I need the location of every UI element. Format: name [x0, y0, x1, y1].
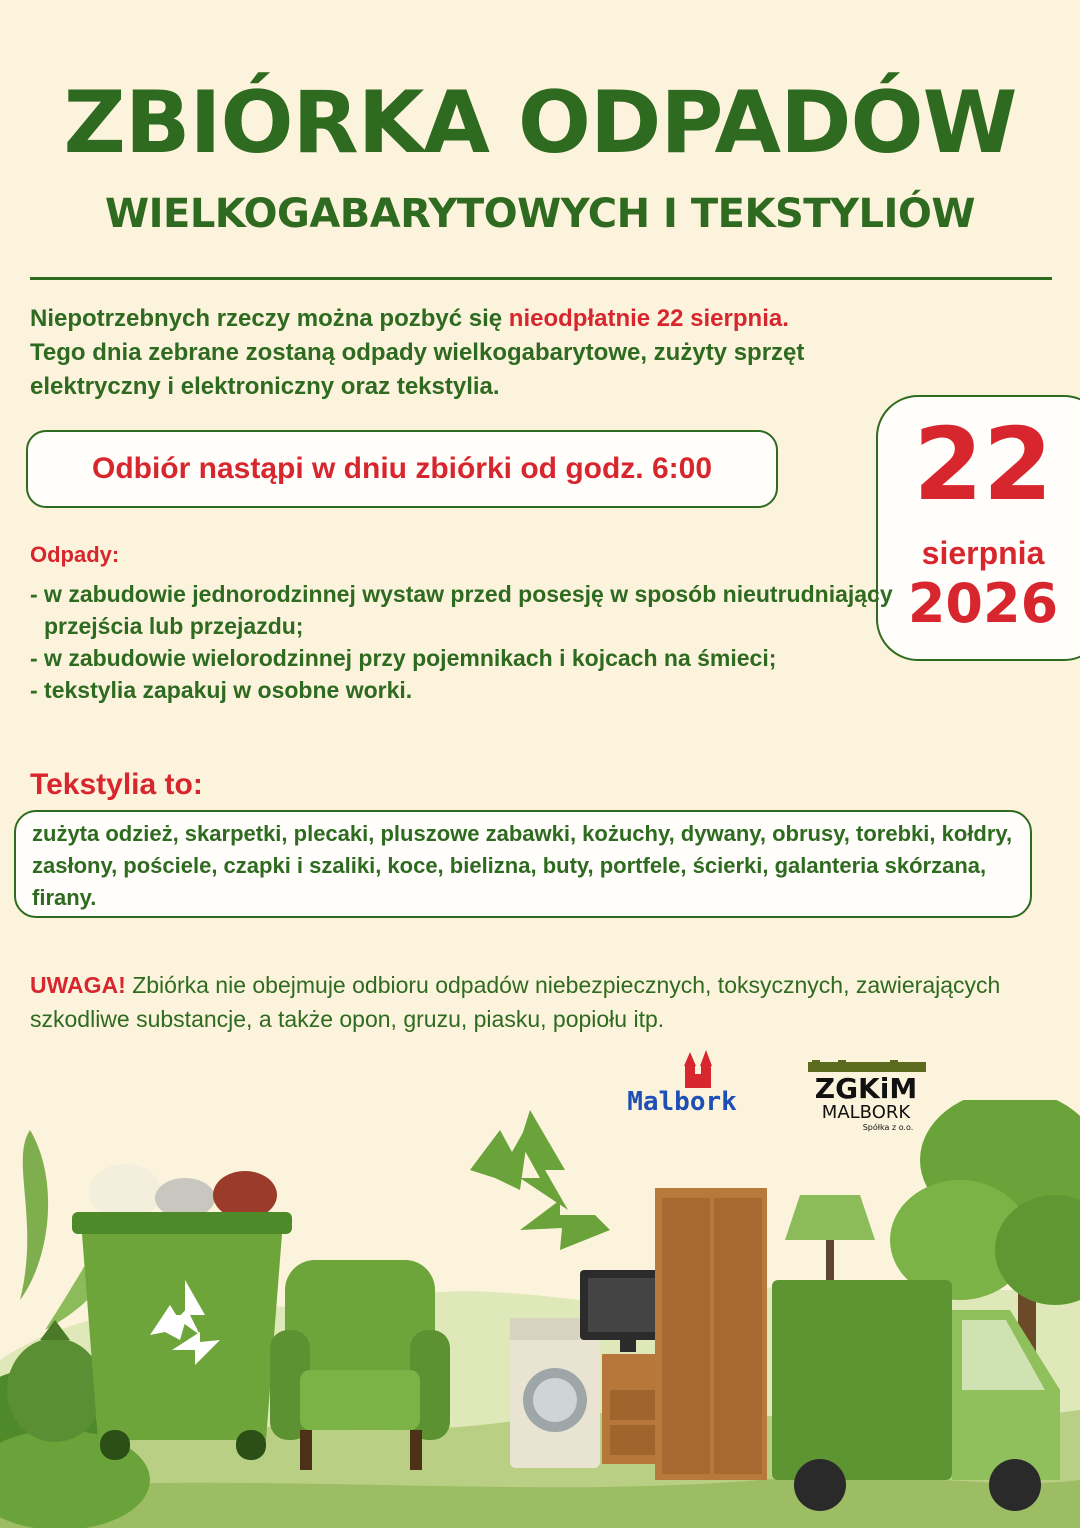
- malbork-logo-text: Malbork: [627, 1087, 737, 1117]
- poster-subtitle: WIELKOGABARYTOWYCH I TEKSTYLIÓW: [104, 191, 975, 237]
- recycle-sign-icon: [470, 1110, 610, 1250]
- date-year: 2026: [907, 572, 1059, 635]
- waste-item: - tekstylia zapakuj w osobne worki.: [30, 677, 413, 703]
- poster-title: ZBIÓRKA ODPADÓW: [63, 73, 1017, 173]
- zgkim-name: ZGKiM: [814, 1072, 918, 1105]
- waste-list: [30, 578, 910, 706]
- waste-item: - w zabudowie wielorodzinnej przy pojemnikach i kojcach na śmieci;: [30, 645, 777, 671]
- washing-machine-icon: [510, 1318, 600, 1468]
- pickup-box: [26, 430, 778, 508]
- castle-silhouette-icon: [808, 1060, 926, 1072]
- intro-line-1-start: Niepotrzebnych rzeczy można pozbyć się: [30, 305, 509, 332]
- textiles-heading: Tekstylia to:: [30, 768, 203, 801]
- wardrobe-icon: [655, 1188, 767, 1480]
- castle-icon: [684, 1050, 712, 1088]
- date-day: 22: [913, 406, 1053, 523]
- intro-text: [30, 302, 1010, 404]
- divider: [30, 277, 1052, 280]
- textiles-box: zużyta odzież, skarpetki, plecaki, pluszowe zabawki, kożuchy, dywany, obrusy, torebki, kołdry, zasłony, pościele, czapki i szaliki, koce, bielizna, buty, portfele, ścierki, galanteria skórzana, firany.: [14, 810, 1032, 918]
- notice: [30, 968, 1050, 1036]
- notice-text: Zbiórka nie obejmuje odbioru odpadów niebezpiecznych, toksycznych, zawierających szkodliwe substancje, a także opon, gruzu, piasku, popiołu itp.: [30, 972, 1001, 1032]
- waste-item: - w zabudowie jednorodzinnej wystaw przed posesję w sposób nieutrudniający przejścia lub przejazdu;: [30, 581, 893, 639]
- bulky-waste-illustration: [0, 1100, 1080, 1528]
- pickup-text: Odbiór nastąpi w dniu zbiórki od godz. 6:00: [91, 452, 713, 485]
- notice-warning: UWAGA!: [30, 972, 126, 998]
- zgkim-city: MALBORK: [821, 1102, 911, 1123]
- intro-highlight: nieodpłatnie 22 sierpnia.: [508, 305, 789, 332]
- intro-line-1: [30, 302, 1010, 336]
- zgkim-type: Spółka z o.o.: [862, 1123, 914, 1132]
- waste-heading: Odpady:: [30, 542, 120, 567]
- date-month: sierpnia: [921, 535, 1045, 571]
- waste-bin-icon: [72, 1164, 292, 1460]
- intro-line-3: elektryczny i elektroniczny oraz tekstylia.: [30, 373, 500, 400]
- intro-line-2: Tego dnia zebrane zostaną odpady wielkogabarytowe, zużyty sprzęt: [30, 339, 805, 366]
